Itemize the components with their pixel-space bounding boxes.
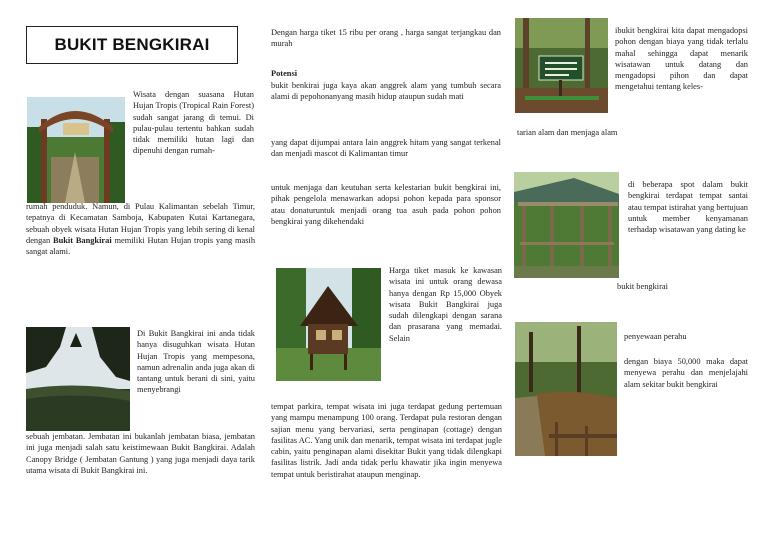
adoption-wrap-text: ibukit bengkirai kita dapat mengadopsi pohon dengan biaya yang tidak terlalu mahal sehingga dapat menarik wisatawan untuk datang dan mengadopsi pihon dan dapat mengetahui tentang keles-	[615, 26, 748, 92]
boat-text: dengan biaya 50,000 maka dapat menyewa perahu dan menjelajahi alam sekitar bukit bengkirai	[624, 357, 748, 389]
ticket-wrap-text: Harga tiket masuk ke kawasan wisata ini untuk orang dewasa hanya dengan Rp 15,000 Obyek wisata Bukit Bangkirai juga sudah dilengkapi dengan sarana dan prasarana yang memadai. Selain	[389, 266, 502, 343]
photo-boat-river	[515, 322, 617, 456]
ticket-text: tempat parkira, tempat wisata ini juga terdapat gedung pertemuan yang mampu menampung 100 orang. Terdapat pula restoran dengan sajian menu yang bervariasi, serta penginapan (cottage) dengan fasilitas AC. Yang unik dan menarik, tempat wisata ini terdapat jugle cabin, yaitu penginapan alami disekitar Bukit yang tidak dilengkapi fasilitas listrik. Jadi anda tidak perlu khawatir jika ingin menyewa tempat untuk beristirahat ataupun menginap.	[271, 402, 502, 479]
photo-adoption-sign	[515, 18, 608, 113]
adoption-text: tarian alam dan menjaga alam	[517, 128, 618, 137]
price-intro-text: Dengan harga tiket 15 ribu per orang , harga sangat terjangkau dan murah	[271, 28, 501, 49]
photo-gazebo	[514, 172, 619, 278]
photo-gate	[27, 97, 125, 203]
bridge-text: sebuah jembatan. Jembatan ini bukanlah jembatan biasa, jembatan ini juga menjadi salah satu keistimewaan Bukit Bangkirai. Adalah Canopy Bridge ( Jembatan Gantung ) yang juga menjadi daya tarik utama wisata di Bukit Bangkirai ini.	[26, 432, 255, 475]
potensi-heading: Potensi	[271, 69, 298, 78]
intro-text-part-b: memiliki Hutan Hujan tropis yang masih sangat alami.	[26, 235, 256, 257]
title-box	[26, 26, 238, 64]
intro-bold: Bukit Bangkirai	[53, 235, 112, 245]
page-title: BUKIT BENGKIRAI	[54, 35, 210, 55]
boat-title: penyewaan perahu	[624, 332, 687, 341]
photo-canopy	[26, 327, 130, 431]
intro-text-part: rumah penduduk. Namun, di Pulau Kalimantan sebelah Timur, tepatnya di Kecamatan Samboja, Kabupaten Kutai Kartanegara, sebuah obyek wisata Hutan Hujan Tropis yang lebih sering di kenal dengan	[26, 202, 255, 245]
photo-cabin	[276, 268, 381, 381]
gazebo-text-end: bukit bengkirai	[617, 282, 668, 291]
potensi-paragraph-2: yang dapat dijumpai antara lain anggrek hitam yang sangat terkenal dan menjadi mascot di Kalimantan timur	[271, 138, 501, 159]
potensi-paragraph-3: untuk menjaga dan keutuhan serta kelestarian bukit bengkirai ini, pihak pengelola menawarkan adopsi pohon kepada para sponsor atau donaturuntuk menjadi orang tua asuh pada pohon pohon bengkirai yang dikehendaki	[271, 183, 501, 226]
intro-text	[26, 201, 255, 257]
bridge-wrap-text: Di Bukit Bangkirai ini anda tidak hanya disuguhkan wisata Hutan Hujan Tropis yang mempesona, namun adrenalin anda juga akan di tantang untuk berani di sini, yaitu menyebrangi	[137, 329, 255, 395]
gazebo-text: di beberapa spot dalam bukit bengkirai terdapat tempat santai atau tempat istirahat yang bertujuan untuk member kenyamanan terhadap wisatawan yang dating ke	[628, 180, 748, 235]
potensi-paragraph-1: bukit benkirai juga kaya akan anggrek alam yang tumbuh secara alami di pepohonanyang masih hidup ataupun sudah mati	[271, 81, 501, 102]
intro-wrap-text: Wisata dengan suasana Hutan Hujan Tropis (Tropical Rain Forest) sudah sangat jarang di temui. Di pulau-pulau tertentu bahkan sudah tidak memiliki hutan lagi dan dipenuhi dengan rumah-	[133, 90, 254, 156]
